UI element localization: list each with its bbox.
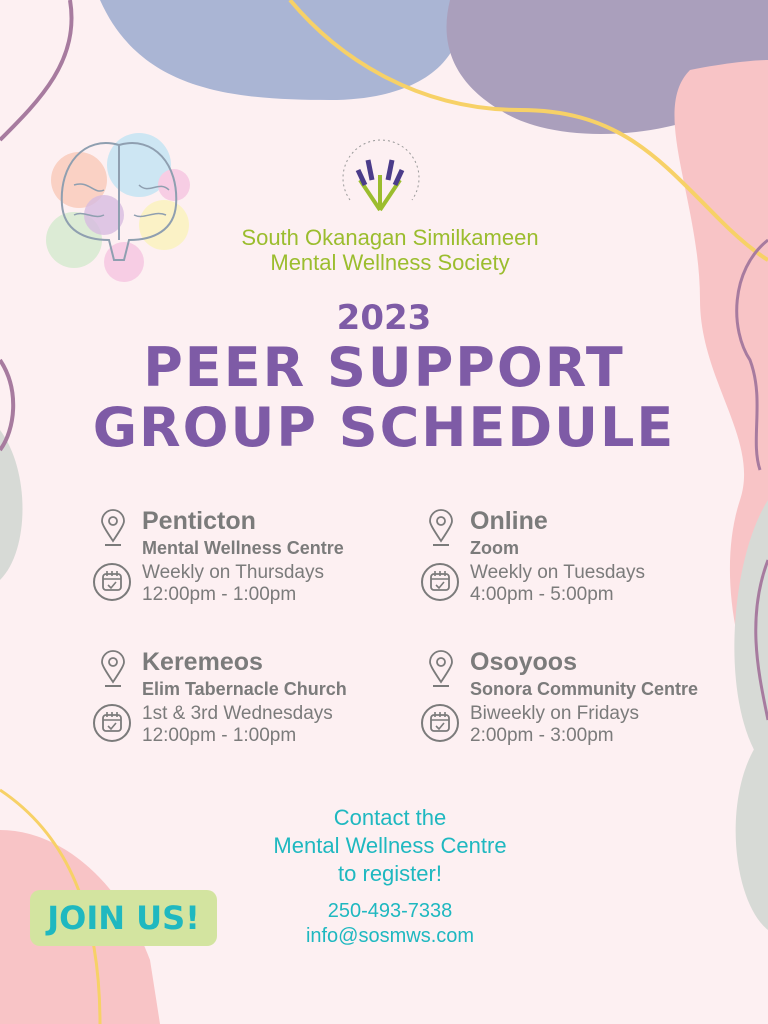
org-line-2: Mental Wellness Society <box>270 250 510 275</box>
contact-message <box>190 804 590 888</box>
group-time: 4:00pm - 5:00pm <box>470 584 614 605</box>
join-us-badge: JOIN US! <box>30 890 217 946</box>
calendar-icon <box>92 703 132 743</box>
org-line-1: South Okanagan Similkameen <box>241 225 539 250</box>
contact-line-3: to register! <box>338 861 442 886</box>
location-pin-icon <box>428 509 454 549</box>
group-schedule <box>470 562 645 606</box>
group-days: 1st & 3rd Wednesdays <box>142 703 333 724</box>
group-schedule <box>142 703 333 747</box>
phone-number[interactable]: 250-493-7338 <box>327 900 453 922</box>
year: 2023 <box>336 298 432 338</box>
group-venue: Sonora Community Centre <box>470 679 699 699</box>
page-title <box>0 338 768 458</box>
contact-line-2: Mental Wellness Centre <box>273 833 507 858</box>
group-city: Penticton <box>142 507 256 535</box>
group-city: Online <box>470 507 548 535</box>
group-schedule <box>470 703 639 747</box>
group-city: Osoyoos <box>470 648 577 676</box>
calendar-icon <box>420 562 460 602</box>
group-time: 12:00pm - 1:00pm <box>142 584 297 605</box>
sos-logo <box>330 135 430 225</box>
group-city: Keremeos <box>142 648 263 676</box>
group-days: Biweekly on Fridays <box>470 703 639 724</box>
group-time: 12:00pm - 1:00pm <box>142 725 297 746</box>
group-venue: Mental Wellness Centre <box>142 538 344 558</box>
location-pin-icon <box>100 650 126 690</box>
group-venue: Zoom <box>470 538 519 558</box>
group-time: 2:00pm - 3:00pm <box>470 725 614 746</box>
organization-name <box>190 225 590 275</box>
title-line-1: PEER SUPPORT <box>143 336 625 399</box>
group-days: Weekly on Tuesdays <box>470 562 645 583</box>
group-days: Weekly on Thursdays <box>142 562 324 583</box>
location-pin-icon <box>100 509 126 549</box>
calendar-icon <box>92 562 132 602</box>
calendar-icon <box>420 703 460 743</box>
location-pin-icon <box>428 650 454 690</box>
group-schedule <box>142 562 324 606</box>
contact-line-1: Contact the <box>333 805 447 830</box>
email-address[interactable]: info@sosmws.com <box>305 925 475 947</box>
group-venue: Elim Tabernacle Church <box>142 679 347 699</box>
contact-details <box>190 899 590 949</box>
brain-illustration <box>44 125 194 285</box>
title-line-2: GROUP SCHEDULE <box>92 396 676 459</box>
